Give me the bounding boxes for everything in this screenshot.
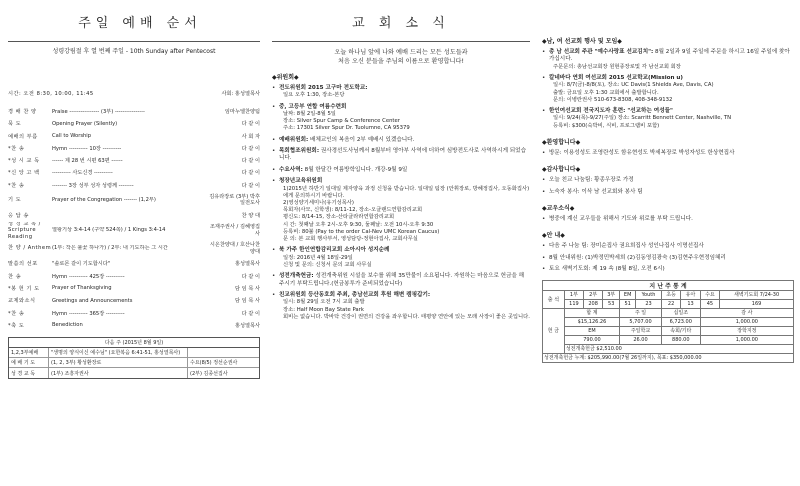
stats-title: 지 난 주 통 계 xyxy=(543,280,794,290)
worship-row-label: 교제와소식 xyxy=(8,298,36,305)
worship-order-column xyxy=(8,0,260,486)
announcement-item xyxy=(272,85,530,100)
announcement-text: 방문: 이용성성도 조영란성도 함유현성도 박세복장로 박성자성도 한상현집사 xyxy=(549,149,735,156)
worship-row xyxy=(8,270,260,282)
announcement-item xyxy=(542,177,794,184)
announcement-item xyxy=(272,167,530,174)
attendance-value: 53 xyxy=(603,299,620,308)
worship-rows xyxy=(8,87,260,331)
worship-row-label: 응 답 송 xyxy=(8,213,29,220)
worship-row xyxy=(8,240,260,258)
announcement-detail: 등록비: $300(숙박비, 식비, 프로그램비 포함) xyxy=(553,122,660,129)
section-header: ◆교우소식◆ xyxy=(542,205,575,213)
attendance-header: EM xyxy=(620,290,636,299)
announcement-detail: 2)영성양기세미나(유기성목사) xyxy=(283,200,354,207)
attendance-value: 45 xyxy=(700,299,719,308)
announcement-item xyxy=(272,273,530,288)
announcement-detail: 1)2015년 하반기 일대일 제자양육 과정 신청을 받습니다. 일대일 팀장 (안휘장로, 방혜정집사, 오동화집사)에게 문의하시기 바랍니다. xyxy=(283,185,530,199)
greeting-line: 오늘 하나님 앞에 나와 예배 드리는 모든 성도들과 xyxy=(334,49,468,56)
offering-value: 6,723.00 xyxy=(661,317,700,326)
announcement-title: 총 남 선교회 주관 "예수사랑표 선교김치": xyxy=(549,49,654,55)
worship-row-label: *찬 송 xyxy=(8,310,25,317)
offering-header: 십일조 xyxy=(661,308,700,317)
news-sections xyxy=(542,36,794,274)
next-week-cell: 수요(8/5) 정선순권사 xyxy=(187,358,259,367)
announcement-detail: 출발: 금요일 오후 1:30 교회에서 출발합니다. xyxy=(553,89,659,96)
worship-row xyxy=(8,154,260,166)
worship-row-label: 기 도 xyxy=(8,197,22,204)
announcement-detail: 날짜: 8월 2일-8월 5일 xyxy=(283,111,336,118)
announcement-detail: 문 의: 본 교회 행사부서, 영성담당-정현아집사, 교회사무실 xyxy=(283,236,418,243)
announcement-item xyxy=(542,243,794,250)
worship-row-label: 묵 도 xyxy=(8,121,22,128)
worship-row xyxy=(8,87,260,99)
attendance-value: 208 xyxy=(584,299,603,308)
worship-row-leader: 다 같 이 xyxy=(241,121,260,128)
worship-row-leader: 다 같 이 xyxy=(241,310,260,317)
attendance-header: 초등 xyxy=(661,290,680,299)
attendance-value: 13 xyxy=(681,299,700,308)
worship-row-label: *찬 송 xyxy=(8,145,25,152)
section-header: ◆남, 여 선교회 행사 및 모임◆ xyxy=(542,38,622,45)
announcement-text: 토요 새벽기도회: 제 19 속 (8월 8일, 오전 6시) xyxy=(549,266,665,273)
worship-row-label: 시간: 오전 8:30, 10:00, 11:45 xyxy=(8,90,94,97)
worship-row-content: Praise ---------------- (3부) ---------------- xyxy=(52,108,145,115)
offering-label: 헌 금 xyxy=(543,308,565,353)
offering-value: 790.00 xyxy=(564,335,619,344)
announcement-text: 성전개축위원 시설을 보수를 위해 35만불이 소요됩니다. 자원하는 마음으로 헌금을 해 주시기 부탁드립니다.(헌금봉투가 준비되었습니다) xyxy=(279,273,525,287)
next-week-row xyxy=(9,368,259,378)
attendance-value: 169 xyxy=(720,299,794,308)
worship-row xyxy=(8,295,260,307)
attendance-header: 새벽기도회 7/24-30 xyxy=(720,290,794,299)
offering-value: 1,000.00 xyxy=(700,317,793,326)
worship-title: 주일 예배 순서 xyxy=(78,16,202,31)
offering-header: EM xyxy=(564,326,619,335)
worship-row xyxy=(8,258,260,270)
worship-row-leader: 홍성열목사 xyxy=(234,261,260,268)
announcement-text: 권사경선도사님께서 8월부터 영아부 사역에 더하여 심방전도사로 사역하시게 되었습니다. xyxy=(279,148,526,162)
worship-subtitle: 성령강림절 후 열 번째 주일 - 10th Sunday after Pentecost xyxy=(52,48,216,55)
announcement-item xyxy=(272,178,530,243)
worship-row xyxy=(8,307,260,319)
next-week-row xyxy=(9,348,259,358)
worship-row xyxy=(8,179,260,191)
announcement-title: 전도위원회 2015 고구마 전도학교: xyxy=(279,85,368,91)
worship-row-content: Benediction xyxy=(52,322,83,329)
attendance-header: Youth xyxy=(636,290,662,299)
offering-value: 880.00 xyxy=(661,335,700,344)
worship-row-label: *신 앙 고 백 xyxy=(8,170,40,177)
announcement-item xyxy=(542,189,794,196)
greeting-line: 처음 오신 분들을 주님의 이름으로 환영합니다! xyxy=(338,58,464,65)
announcement-detail: 일시: 8월 29일 오전 7시 교회 출발 xyxy=(283,299,365,306)
offering-header: 주 일 xyxy=(620,308,662,317)
worship-row-leader: 사회: 홍성열목사 xyxy=(221,90,260,97)
worship-row xyxy=(8,167,260,179)
next-week-cell: (2부) 김종선집사 xyxy=(187,368,259,378)
next-week-cell: 예 배 기 도 xyxy=(9,358,49,367)
attendance-value: 119 xyxy=(564,299,583,308)
offering-header: 주일학교 xyxy=(620,326,662,335)
worship-row xyxy=(8,319,260,331)
next-week-cell: (1, 2, 3부) 황성환장로 xyxy=(51,360,102,367)
announcement-text: 오늘 친교 나눔팀: 황종우장로 가정 xyxy=(549,177,634,184)
news-column xyxy=(542,0,794,486)
next-week-row xyxy=(9,358,259,368)
worship-row-content: "솔로몬 같이 기도합시다" xyxy=(52,261,111,268)
worship-row-content: Prayer of Thanksgiving xyxy=(52,285,112,292)
divider xyxy=(8,41,260,42)
committee-items xyxy=(272,85,530,321)
offering-header: 합 계 xyxy=(564,308,619,317)
announcement-detail: 회비는 없습니다. 박바닥 건강이 권면의 건강을 좌우합니다. 태평양 연안에 있는 모래 사장이 좋은 곳입니다. xyxy=(283,313,530,320)
announcement-item xyxy=(542,108,794,130)
worship-row-label: 성 경 교 독 / Scripture Reading xyxy=(8,221,41,240)
worship-row-label: 찬 양 / Anthem xyxy=(8,245,52,252)
worship-row-leader: 찬 양 대 xyxy=(241,213,260,220)
announcements-column xyxy=(272,0,530,486)
worship-row xyxy=(8,130,260,142)
announcement-title: 친교위원회 등산동호회 주최, 총남선교회 후원 해변 캠핑갑기: xyxy=(279,291,431,298)
attendance-header: 수요 xyxy=(700,290,719,299)
announcement-detail: 목회자(사모, 신학생): 8/11-12, 장소-오클랜드연합감리교회 xyxy=(283,207,423,214)
announcement-title: 칼네바다 연회 여선교회 2015 선교학교(Mission u) xyxy=(549,75,683,82)
worship-row-label: *봉 헌 기 도 xyxy=(8,285,40,292)
announcement-text: 배체교인의 복음이 2부 예배시 있겠습니다. xyxy=(310,136,415,143)
announcement-detail: 일요 오후 1:30, 장소-본당 xyxy=(283,92,345,99)
announcement-item xyxy=(272,104,530,133)
announcement-detail: 주문문의: 총남선교회장 원현종장로및 각 남선교회 회장 xyxy=(553,63,681,70)
worship-row-content: ------ 제 28 번 시편 63편 ------ xyxy=(52,158,123,165)
attendance-label: 출 석 xyxy=(543,290,565,308)
announcement-text: 8월 2일과 9일 주일에 주문을 하시고 16일 주일에 찾아 가십시다. xyxy=(549,49,790,63)
announcement-detail: 시 간: 첫째날 오후 2시-오후 9:30, 둘째날: 오전 10시-오후 9:30 xyxy=(283,221,434,228)
worship-row-content: 열왕기상 3:4-14 (구약 524쪽) / 1 Kings 3:4-14 xyxy=(52,227,166,234)
announcement-title: 북 가주 한인연합감리교회 소아시아 성지순례 xyxy=(279,247,390,254)
announcement-item xyxy=(542,216,794,223)
worship-row-content: Greetings and Announcements xyxy=(52,297,133,304)
worship-row-content: ---------- 사도신경 ---------- xyxy=(52,170,113,177)
next-week-box xyxy=(8,337,260,379)
attendance-header: 1부 xyxy=(564,290,583,299)
worship-row-label: *축 도 xyxy=(8,322,25,329)
next-week-rows xyxy=(9,348,259,378)
announcement-detail: 신청 및 문의: 신청서 문의 교회 사무실 xyxy=(283,261,372,268)
announcement-detail: 장소: Silver Spur Camp & Conference Center xyxy=(283,118,400,125)
worship-row-leader: 시온찬양대 / 호산나찬양대 xyxy=(209,242,260,255)
worship-row-label: *찬 송 xyxy=(8,182,25,189)
worship-row-content: Hymn ---------- 10장 ---------- xyxy=(52,145,122,152)
next-week-cell: "생명의 양식이신 예수님" (요한복음 6:41-51, 홍성열목사) xyxy=(51,350,181,357)
worship-row-leader: 다 같 이 xyxy=(241,182,260,189)
announcement-item xyxy=(272,292,530,321)
announcement-detail: 주소: 17301 Silver Spur Dr. Tuolumne, CA 95379 xyxy=(283,125,410,132)
worship-row xyxy=(8,282,260,294)
weekly-stats-table xyxy=(542,280,794,363)
announcement-title: 수요사역: xyxy=(279,166,303,173)
announcement-item xyxy=(272,137,530,144)
announcement-text: 다음 주 나눔 팀: 장미순집사 권요희집사 성인나집사 이명선집사 xyxy=(549,243,704,250)
section-header: ◆감사합니다◆ xyxy=(542,166,581,174)
announcement-detail: 평신도: 8/14-15, 장소-산타클라라연합감리교회 xyxy=(283,214,395,221)
attendance-value: 23 xyxy=(636,299,662,308)
worship-row-label: *성 시 교 독 xyxy=(8,158,40,165)
next-week-cell xyxy=(187,348,259,357)
announcement-title: 중, 고등부 연합 여름수련회 xyxy=(279,103,347,110)
offering-value: $15,126.26 xyxy=(564,317,619,326)
worship-row-content: Hymn ---------- 365장 ---------- xyxy=(52,310,125,317)
announcement-detail: 일시: 8/7(금)-8/8(토), 장소: UC Davis(1 Shields Ave, Davis, CA) xyxy=(553,82,714,89)
section-header: ◆안 내◆ xyxy=(542,232,565,240)
announcement-item xyxy=(542,150,794,157)
offering-header: 장학지정 xyxy=(700,326,793,335)
next-week-cell: 성 경 교 독 xyxy=(9,368,49,378)
announcement-detail: 장소: Half Moon Bay State Park xyxy=(283,306,364,313)
worship-row-content: -------- 3장 성부 성자 성령께 -------- xyxy=(52,182,134,189)
next-week-header: 다음 주 (2015년 8월 9일) xyxy=(9,338,259,348)
building-fund-total: 성전개축헌금 누계: $205,990.00(7월 26일까지), 목표: $350,000.00 xyxy=(543,353,794,362)
announcement-title: 성전개축헌금: xyxy=(279,273,314,280)
announcement-text: 노숙자 봉사: 이삭 남 선교회와 봉사 팀 xyxy=(549,188,643,195)
announcement-title: 한인여선교회 전국지도자 훈련: "선교하는 여성들" xyxy=(549,108,673,115)
worship-row-leader: 다 같 이 xyxy=(241,170,260,177)
worship-row xyxy=(8,191,260,209)
worship-row xyxy=(8,142,260,154)
greeting xyxy=(272,48,530,66)
announcement-text: 병중에 계신 교우들을 위해서 기도와 위로를 부탁 드립니다. xyxy=(549,216,693,223)
worship-row xyxy=(8,209,260,221)
offering-header: 속회/기타 xyxy=(661,326,700,335)
worship-row-leader: 담 임 목 사 xyxy=(235,298,260,305)
worship-row-leader: 담 임 목 사 xyxy=(235,285,260,292)
offering-value: 1,000.00 xyxy=(700,335,793,344)
worship-row-content: Prayer of the Congregation ------- (1,2부) xyxy=(52,197,156,204)
announcement-title: 예배위원회: xyxy=(279,136,309,143)
worship-row xyxy=(8,222,260,240)
attendance-header: 3부 xyxy=(603,290,620,299)
worship-row-leader: 조재주권사 / 김혜영집사 xyxy=(209,224,260,237)
worship-row-leader: 김유라장로 (3부) 박후일전도사 xyxy=(209,193,260,207)
worship-row-label: 찬 송 xyxy=(8,273,22,280)
announcement-title: 청장년교육위원회 xyxy=(279,178,323,185)
worship-row xyxy=(8,118,260,130)
announcement-item xyxy=(542,75,794,104)
worship-row-leader: 임마누엘찬양팀 xyxy=(224,108,260,115)
announcement-item xyxy=(272,247,530,269)
announcements-title: 교 회 소 식 xyxy=(352,16,450,31)
announcement-detail: 등록비: 80불 (Pay to the order Cal-Nev UMC Korean Caucus) xyxy=(283,228,440,235)
announcement-text: 8월 한달간 여름방학입니다. 개강-9월 9일 xyxy=(304,166,408,173)
worship-row-content: Hymn ---------- 425장 ---------- xyxy=(52,273,125,280)
worship-row-leader: 사 회 자 xyxy=(241,133,260,140)
announcement-title: 목회협조위원회: xyxy=(279,148,320,155)
next-week-cell: (1부) 조흥자권사 xyxy=(51,370,89,377)
worship-row-label: 예배의 부름 xyxy=(8,133,38,140)
announcement-detail: 문의: 이병란권사 510-673-8308, 408-348-9132 xyxy=(553,96,673,103)
offering-value: 26.00 xyxy=(620,335,662,344)
worship-row-leader: 다 같 이 xyxy=(241,145,260,152)
announcement-item xyxy=(542,49,794,71)
announcement-item xyxy=(542,266,794,273)
announcement-item xyxy=(272,148,530,163)
attendance-value: 22 xyxy=(661,299,680,308)
worship-row-content: Opening Prayer (Silently) xyxy=(52,120,118,127)
attendance-header: 유아 xyxy=(681,290,700,299)
worship-row-content: Call to Worship xyxy=(52,133,92,140)
offering-value: 5,707.00 xyxy=(620,317,662,326)
offering-header: 감 사 xyxy=(700,308,793,317)
worship-row-leader: 다 같 이 xyxy=(241,158,260,165)
divider xyxy=(272,41,530,42)
attendance-value: 51 xyxy=(620,299,636,308)
attendance-header: 2부 xyxy=(584,290,603,299)
worship-row-leader: 홍성열목사 xyxy=(234,322,260,329)
worship-row-content: (1부: 작은 불꽃 하나가) / 2부: 내 기도하는 그 시간 xyxy=(52,245,168,252)
building-fund: 성전개축헌금 $2,510.00 xyxy=(564,344,793,353)
worship-row-label: 말씀의 선포 xyxy=(8,261,38,268)
worship-row-label: 경 배 찬 양 xyxy=(8,108,37,115)
announcement-detail: 일시: 9/24(목)-9/27(주일) 장소: Scarritt Bennett Center, Nashville, TN xyxy=(553,115,732,122)
committee-header: ◆위원회◆ xyxy=(272,74,299,81)
worship-row-leader: 다 같 이 xyxy=(241,273,260,280)
next-week-cell: 1,2,3부예배 xyxy=(9,348,49,357)
announcement-text: 8월 안내위원: (1)박정민박세희 (2)김동영김광숙 (3)김현주우현정임혜리 xyxy=(549,254,726,261)
announcement-item xyxy=(542,255,794,262)
section-header: ◆환영합니다◆ xyxy=(542,138,581,146)
worship-row xyxy=(8,105,260,117)
announcement-detail: 일정: 2016년 4월 18일-29일 xyxy=(283,254,353,261)
